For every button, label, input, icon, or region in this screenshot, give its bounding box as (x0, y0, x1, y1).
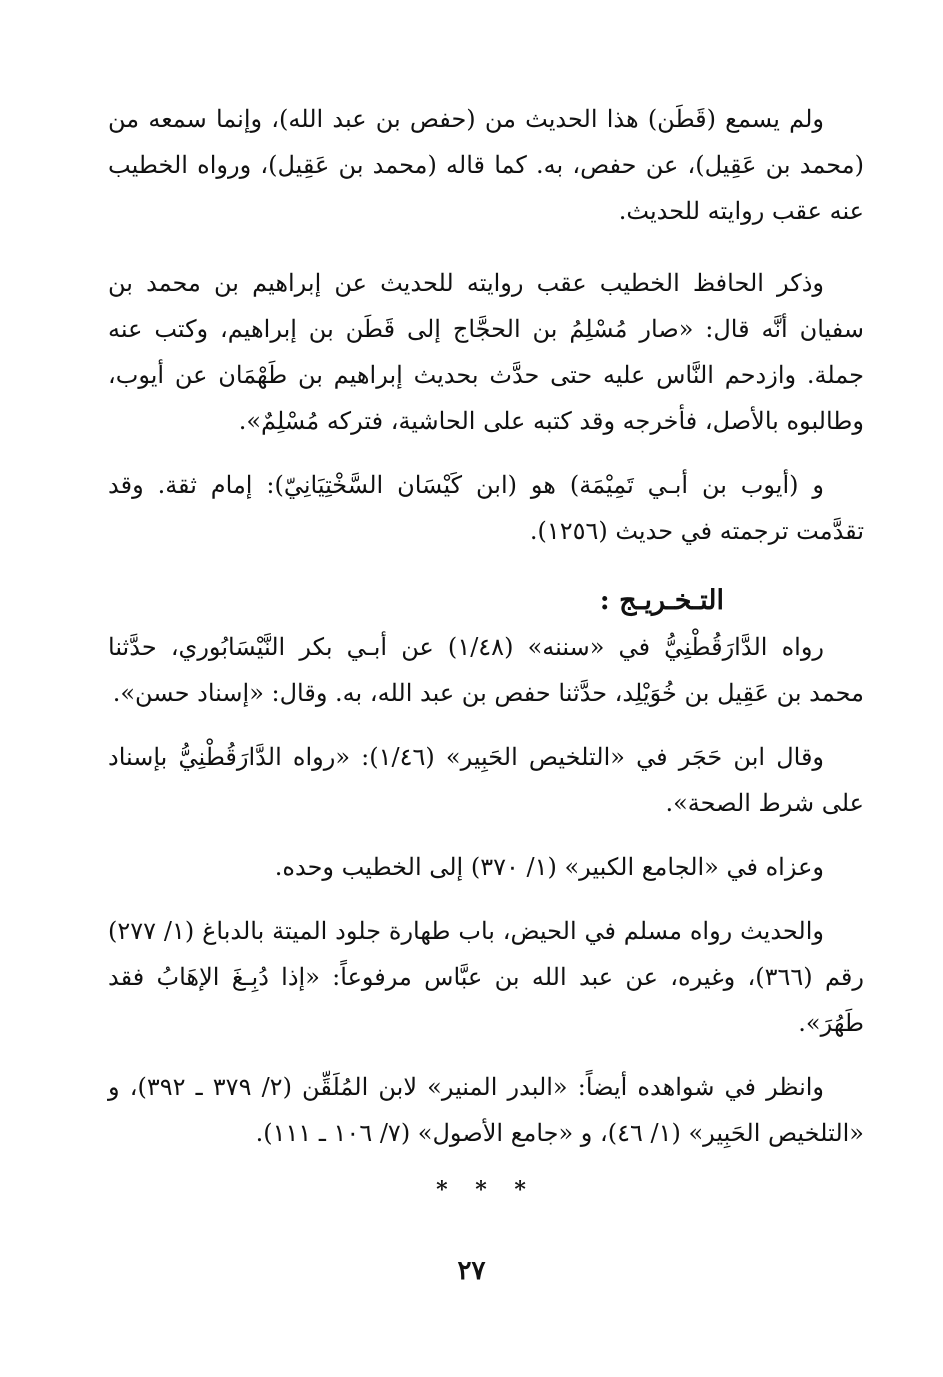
paragraph-6: وعزاه في «الجامع الكبير» (١/ ٣٧٠) إلى الخطيب وحده. (274, 853, 824, 881)
paragraph-7: والحديث رواه مسلم في الحيض، باب طهارة جلود الميتة بالدباغ (١/ ٢٧٧) رقم (٣٦٦)، وغيره، عن عبد الله بن عبَّاس مرفوعاً: «إذا دُبِـغَ الإهَابُ فقد طَهُرَ». (108, 917, 864, 1037)
paragraph-4: رواه الدَّارَقُطْنِيُّ في «سننه» (١/٤٨) عن أبـي بكر النَّيْسَابُوري، حدَّثنا محمد بن عَقِيل بن خُوَيْلِد، حدَّثنا حفص بن عبد الله، به. وقال: «إسناد حسن». (108, 633, 864, 707)
paragraph-1: ولم يسمع (قَطَن) هذا الحديث من (حفص بن عبد الله)، وإنما سمعه من (محمد بن عَقِيل)، عن حفص، به. كما قاله (محمد بن عَقِيل)، ورواه الخطيب عنه عقب روايته للحديث. (108, 105, 864, 225)
paragraph-2: وذكر الحافظ الخطيب عقب روايته للحديث عن إبراهيم بن محمد بن سفيان أنَّه قال: «صار مُسْلِمُ بن الحجَّاج إلى قَطَن بن إبراهيم، وكتب عنه جملة. وازدحم النَّاس عليه حتى حدَّث بحديث إبراهيم بن طَهْمَان عن أيوب، وطالبوه بالأصل، فأخرجه وقد كتبه على الحاشية، فتركه مُسْلِمٌ». (108, 269, 864, 435)
section-heading: التـخـريـج : (599, 585, 724, 616)
page-body (108, 96, 864, 1210)
paragraph-8: وانظر في شواهده أيضاً: «البدر المنير» لابن المُلَقِّن (٢/ ٣٧٩ ـ ٣٩٢)، و «التلخيص الحَبِير» (١/ ٤٦)، و «جامع الأصول» (٧/ ١٠٦ ـ ١١١). (108, 1073, 864, 1147)
section-divider: * * * (436, 1177, 536, 1203)
paragraph-5: وقال ابن حَجَر في «التلخيص الحَبِير» (١/٤٦): «رواه الدَّارَقُطْنِيُّ بإسناد على شرط الصحة». (108, 743, 864, 817)
page-number: ٢٧ (457, 1256, 486, 1286)
paragraph-3: و (أيوب بن أبـي تَمِيْمَة) هو (ابن كَيْسَان السَّخْتِيَانِيّ): إمام ثقة. وقد تقدَّمت ترجمته في حديث (١٢٥٦). (108, 471, 864, 545)
